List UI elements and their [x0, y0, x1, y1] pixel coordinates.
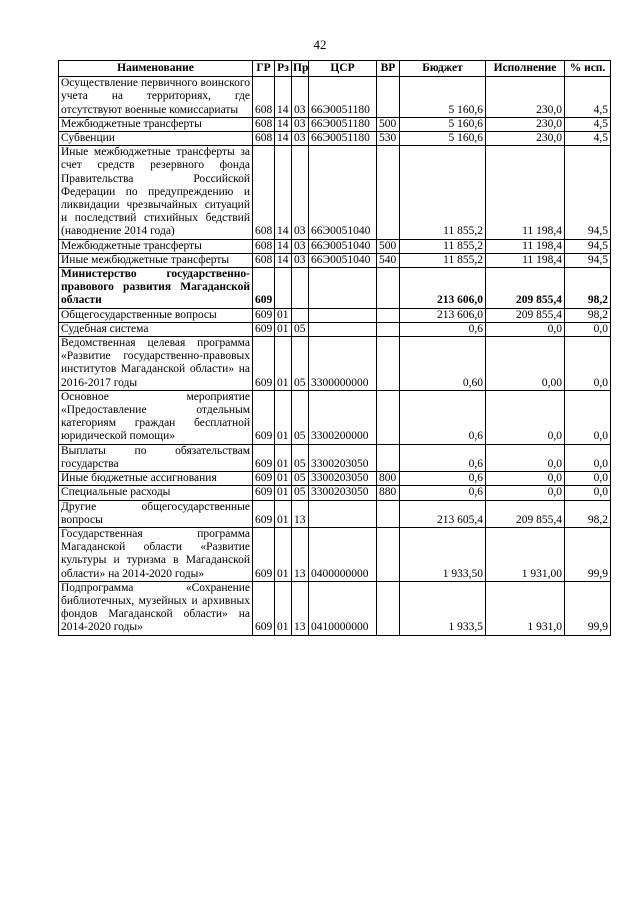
cell-percent: 94,5	[565, 253, 611, 267]
cell-percent: 0,0	[565, 337, 611, 391]
table-row	[59, 239, 611, 253]
cell-percent: 99,9	[565, 527, 611, 581]
header-vr: ВР	[377, 61, 400, 77]
cell-execution: 11 198,4	[486, 253, 565, 267]
cell-pr: 05	[292, 337, 309, 391]
cell-execution: 0,0	[486, 444, 565, 471]
cell-csr	[309, 322, 377, 336]
cell-rz: 14	[275, 239, 292, 253]
cell-name: Субвенции	[59, 132, 253, 146]
cell-name: Осуществление первичного воинского учета на территориях, где отсутствуют военные комиссариаты	[59, 77, 253, 118]
cell-name: Иные межбюджетные трансферты за счет средств резервного фонда Правительства Российской Федерации по предупреждению и ликвидации чрезвычайных ситуаций и последствий стихийных бедствий (наводнение 2014 года)	[59, 146, 253, 239]
cell-csr: 3300200000	[309, 390, 377, 444]
cell-csr: 66Э0051180	[309, 117, 377, 131]
cell-percent: 4,5	[565, 77, 611, 118]
cell-gr: 609	[253, 500, 275, 527]
table-row	[59, 268, 611, 309]
cell-budget: 213 606,0	[400, 308, 486, 322]
cell-name: Министерство государственно-правового развития Магаданской области	[59, 268, 253, 309]
cell-vr: 540	[377, 253, 400, 267]
cell-budget: 0,6	[400, 486, 486, 500]
cell-execution: 230,0	[486, 77, 565, 118]
cell-gr: 609	[253, 322, 275, 336]
page-number: 42	[313, 37, 327, 52]
cell-gr: 609	[253, 527, 275, 581]
cell-pr	[292, 308, 309, 322]
cell-rz: 01	[275, 308, 292, 322]
cell-pr: 05	[292, 472, 309, 486]
cell-rz: 14	[275, 117, 292, 131]
cell-pr: 03	[292, 146, 309, 239]
table-row	[59, 77, 611, 118]
cell-gr: 609	[253, 308, 275, 322]
cell-name: Общегосударственные вопросы	[59, 308, 253, 322]
cell-percent: 94,5	[565, 239, 611, 253]
table-row	[59, 472, 611, 486]
cell-execution: 230,0	[486, 117, 565, 131]
cell-name: Иные бюджетные ассигнования	[59, 472, 253, 486]
cell-rz: 01	[275, 322, 292, 336]
cell-csr: 66Э0051180	[309, 77, 377, 118]
cell-execution: 1 931,0	[486, 581, 565, 635]
cell-execution: 11 198,4	[486, 146, 565, 239]
cell-percent: 0,0	[565, 390, 611, 444]
cell-gr: 609	[253, 337, 275, 391]
cell-csr: 0400000000	[309, 527, 377, 581]
cell-gr: 608	[253, 253, 275, 267]
cell-vr	[377, 500, 400, 527]
table-row	[59, 500, 611, 527]
cell-vr	[377, 308, 400, 322]
budget-table	[58, 60, 611, 636]
table-row	[59, 322, 611, 336]
cell-gr: 609	[253, 268, 275, 309]
table-row	[59, 117, 611, 131]
cell-rz: 01	[275, 390, 292, 444]
cell-execution: 0,00	[486, 337, 565, 391]
cell-rz: 01	[275, 527, 292, 581]
cell-vr	[377, 146, 400, 239]
cell-execution: 0,0	[486, 486, 565, 500]
table-body	[59, 77, 611, 635]
cell-percent: 4,5	[565, 132, 611, 146]
cell-rz: 01	[275, 337, 292, 391]
cell-percent: 0,0	[565, 322, 611, 336]
cell-rz: 01	[275, 444, 292, 471]
cell-execution: 230,0	[486, 132, 565, 146]
table-row	[59, 527, 611, 581]
cell-vr	[377, 77, 400, 118]
cell-name: Основное мероприятие «Предоставление отдельным категориям граждан бесплатной юридической помощи»	[59, 390, 253, 444]
cell-rz: 14	[275, 146, 292, 239]
cell-vr	[377, 268, 400, 309]
cell-vr: 500	[377, 117, 400, 131]
header-pr: Пр	[292, 61, 309, 77]
table-row	[59, 581, 611, 635]
cell-vr: 500	[377, 239, 400, 253]
cell-pr: 05	[292, 322, 309, 336]
cell-csr: 0410000000	[309, 581, 377, 635]
cell-vr	[377, 581, 400, 635]
cell-csr: 66Э0051040	[309, 146, 377, 239]
cell-csr: 3300203050	[309, 486, 377, 500]
cell-name: Межбюджетные трансферты	[59, 117, 253, 131]
cell-gr: 608	[253, 239, 275, 253]
cell-rz	[275, 268, 292, 309]
cell-name: Межбюджетные трансферты	[59, 239, 253, 253]
cell-name: Выплаты по обязательствам государства	[59, 444, 253, 471]
table-row	[59, 308, 611, 322]
cell-gr: 608	[253, 146, 275, 239]
cell-gr: 608	[253, 117, 275, 131]
cell-csr: 66Э0051040	[309, 253, 377, 267]
cell-rz: 14	[275, 77, 292, 118]
cell-vr	[377, 322, 400, 336]
cell-rz: 01	[275, 500, 292, 527]
cell-pr: 05	[292, 390, 309, 444]
cell-vr	[377, 527, 400, 581]
cell-pr: 03	[292, 77, 309, 118]
table-row	[59, 486, 611, 500]
cell-execution: 0,0	[486, 472, 565, 486]
cell-gr: 609	[253, 390, 275, 444]
cell-pr: 03	[292, 239, 309, 253]
table-row	[59, 146, 611, 239]
cell-budget: 1 933,5	[400, 581, 486, 635]
cell-budget: 0,6	[400, 472, 486, 486]
cell-budget: 11 855,2	[400, 253, 486, 267]
cell-name: Государственная программа Магаданской области «Развитие культуры и туризма в Магаданской области» на 2014-2020 годы»	[59, 527, 253, 581]
cell-csr: 3300203050	[309, 444, 377, 471]
cell-execution: 209 855,4	[486, 268, 565, 309]
cell-budget: 5 160,6	[400, 132, 486, 146]
cell-pr: 03	[292, 117, 309, 131]
table-header-row	[59, 61, 611, 77]
cell-percent: 98,2	[565, 268, 611, 309]
cell-execution: 1 931,00	[486, 527, 565, 581]
cell-execution: 209 855,4	[486, 500, 565, 527]
cell-vr: 800	[377, 472, 400, 486]
cell-rz: 01	[275, 486, 292, 500]
cell-pr: 05	[292, 444, 309, 471]
cell-budget: 0,6	[400, 322, 486, 336]
cell-name: Специальные расходы	[59, 486, 253, 500]
table-row	[59, 390, 611, 444]
cell-pr: 03	[292, 132, 309, 146]
cell-percent: 94,5	[565, 146, 611, 239]
cell-csr: 66Э0051180	[309, 132, 377, 146]
cell-pr: 05	[292, 486, 309, 500]
cell-csr	[309, 268, 377, 309]
cell-execution: 0,0	[486, 322, 565, 336]
header-gr: ГР	[253, 61, 275, 77]
cell-csr: 3300000000	[309, 337, 377, 391]
cell-gr: 609	[253, 581, 275, 635]
table-row	[59, 132, 611, 146]
cell-budget: 5 160,6	[400, 117, 486, 131]
cell-budget: 1 933,50	[400, 527, 486, 581]
cell-execution: 209 855,4	[486, 308, 565, 322]
cell-vr	[377, 337, 400, 391]
cell-csr: 66Э0051040	[309, 239, 377, 253]
cell-pr: 13	[292, 581, 309, 635]
cell-pr: 13	[292, 500, 309, 527]
header-execution: Исполнение	[486, 61, 565, 77]
cell-gr: 608	[253, 77, 275, 118]
cell-rz: 14	[275, 253, 292, 267]
cell-gr: 609	[253, 444, 275, 471]
cell-budget: 11 855,2	[400, 239, 486, 253]
cell-budget: 213 606,0	[400, 268, 486, 309]
cell-pr: 13	[292, 527, 309, 581]
header-name: Наименование	[59, 61, 253, 77]
table-row	[59, 253, 611, 267]
cell-budget: 0,6	[400, 390, 486, 444]
cell-vr	[377, 390, 400, 444]
cell-percent: 0,0	[565, 472, 611, 486]
cell-percent: 0,0	[565, 444, 611, 471]
cell-budget: 11 855,2	[400, 146, 486, 239]
header-budget: Бюджет	[400, 61, 486, 77]
cell-csr	[309, 308, 377, 322]
cell-csr	[309, 500, 377, 527]
cell-name: Другие общегосударственные вопросы	[59, 500, 253, 527]
cell-execution: 11 198,4	[486, 239, 565, 253]
cell-name: Подпрограмма «Сохранение библиотечных, музейных и архивных фондов Магаданской области» на 2014-2020 годы»	[59, 581, 253, 635]
header-percent: % исп.	[565, 61, 611, 77]
cell-rz: 01	[275, 581, 292, 635]
cell-name: Судебная система	[59, 322, 253, 336]
cell-budget: 0,6	[400, 444, 486, 471]
cell-gr: 608	[253, 132, 275, 146]
cell-vr	[377, 444, 400, 471]
table-row	[59, 337, 611, 391]
cell-percent: 98,2	[565, 500, 611, 527]
cell-percent: 4,5	[565, 117, 611, 131]
table-row	[59, 444, 611, 471]
cell-budget: 213 605,4	[400, 500, 486, 527]
cell-vr: 880	[377, 486, 400, 500]
cell-vr: 530	[377, 132, 400, 146]
cell-percent: 0,0	[565, 486, 611, 500]
cell-rz: 01	[275, 472, 292, 486]
cell-rz: 14	[275, 132, 292, 146]
cell-execution: 0,0	[486, 390, 565, 444]
cell-budget: 5 160,6	[400, 77, 486, 118]
cell-percent: 98,2	[565, 308, 611, 322]
header-rz: Рз	[275, 61, 292, 77]
cell-percent: 99,9	[565, 581, 611, 635]
cell-pr: 03	[292, 253, 309, 267]
header-csr: ЦСР	[309, 61, 377, 77]
cell-pr	[292, 268, 309, 309]
cell-name: Иные межбюджетные трансферты	[59, 253, 253, 267]
cell-csr: 3300203050	[309, 472, 377, 486]
cell-budget: 0,60	[400, 337, 486, 391]
cell-name: Ведомственная целевая программа «Развитие государственно-правовых институтов Магаданской области» на 2016-2017 годы	[59, 337, 253, 391]
cell-gr: 609	[253, 472, 275, 486]
cell-gr: 609	[253, 486, 275, 500]
